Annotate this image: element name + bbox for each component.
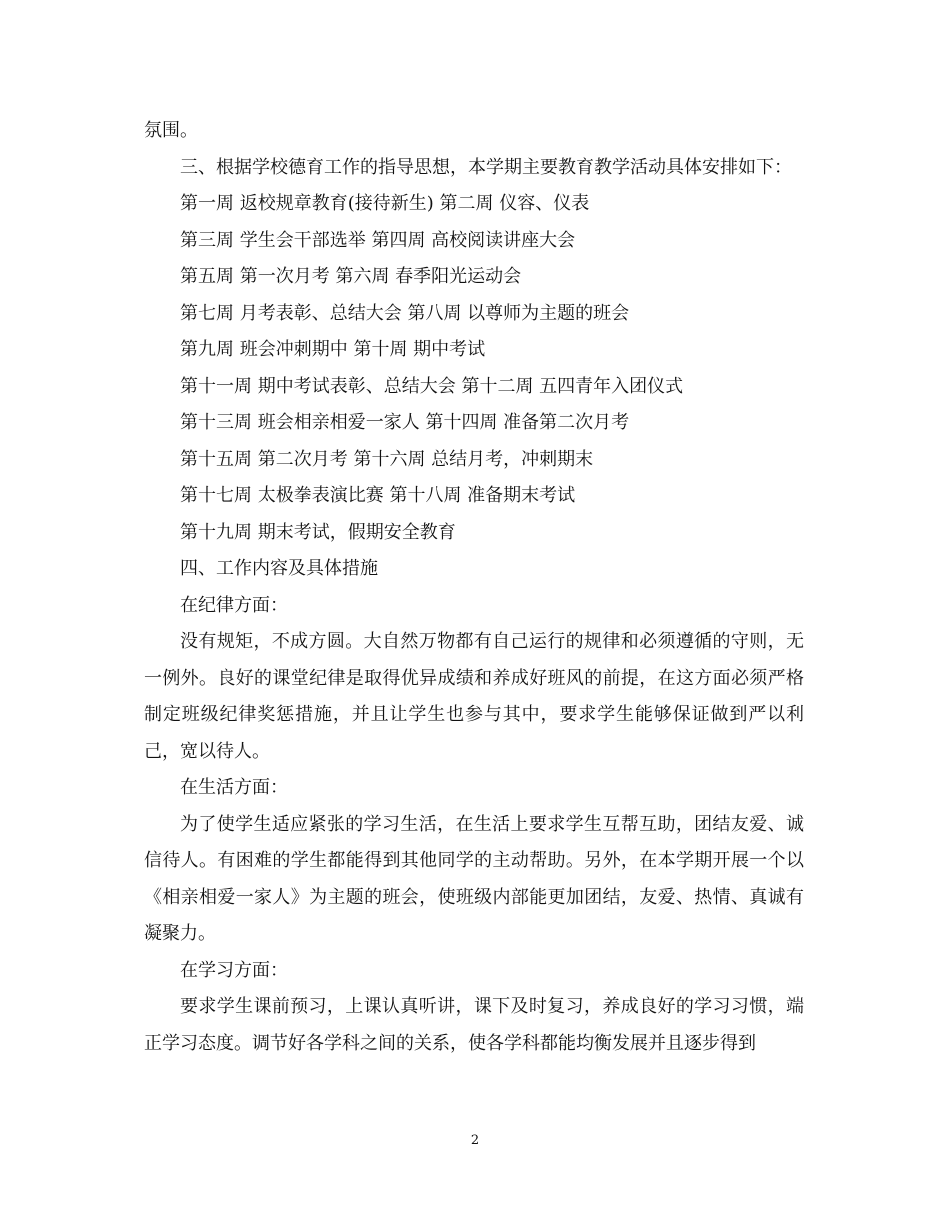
- paragraph: 四、工作内容及具体措施: [180, 558, 378, 579]
- paragraph: 在生活方面：: [180, 777, 288, 798]
- paragraph: 没有规矩，不成方圆。大自然万物都有自己运行的规律和必须遵循的守则，无一例外。良好的课堂纪律是取得优异成绩和养成好班风的前提，在这方面必须严格制定班级纪律奖惩措施，并且让学生也参与其中，要求学生能够保证做到严以利己，宽以待人。: [144, 631, 804, 762]
- paragraph: 第七周 月考表彰、总结大会 第八周 以尊师为主题的班会: [180, 302, 630, 324]
- paragraph: 第十三周 班会相亲相爱一家人 第十四周 准备第二次月考: [180, 412, 630, 433]
- document-body: [144, 113, 804, 1062]
- paragraph: 第九周 班会冲刺期中 第十周 期中考试: [180, 339, 486, 360]
- paragraph: 第三周 学生会干部选举 第四周 高校阅读讲座大会: [180, 229, 576, 251]
- paragraph: 第十五周 第二次月考 第十六周 总结月考，冲刺期末: [180, 448, 594, 470]
- paragraph: 第十九周 期末考试，假期安全教育: [180, 521, 456, 543]
- paragraph: 在学习方面：: [180, 959, 288, 981]
- paragraph: 第五周 第一次月考 第六周 春季阳光运动会: [180, 266, 522, 287]
- paragraph: 要求学生课前预习，上课认真听讲，课下及时复习，养成良好的学习习惯，端正学习态度。调节好各学科之间的关系，使各学科都能均衡发展并且逐步得到: [144, 996, 804, 1054]
- paragraph: 为了使学生适应紧张的学习生活，在生活上要求学生互帮互助，团结友爱、诚信待人。有困难的学生都能得到其他同学的主动帮助。另外，在本学期开展一个以《相亲相爱一家人》为主题的班会，使班级内部能更加团结，友爱、热情、真诚有凝聚力。: [144, 813, 804, 944]
- paragraph: 三、根据学校德育工作的指导思想，本学期主要教育教学活动具体安排如下：: [180, 156, 792, 178]
- paragraph: 第十七周 太极拳表演比赛 第十八周 准备期末考试: [180, 485, 576, 506]
- paragraph: 第十一周 期中考试表彰、总结大会 第十二周 五四青年入团仪式: [180, 375, 684, 397]
- paragraph: 氛围。: [144, 120, 198, 141]
- paragraph: 在纪律方面：: [180, 594, 288, 616]
- page-number: 2: [470, 1133, 480, 1148]
- paragraph: 第一周 返校规章教育(接待新生) 第二周 仪容、仪表: [180, 193, 590, 214]
